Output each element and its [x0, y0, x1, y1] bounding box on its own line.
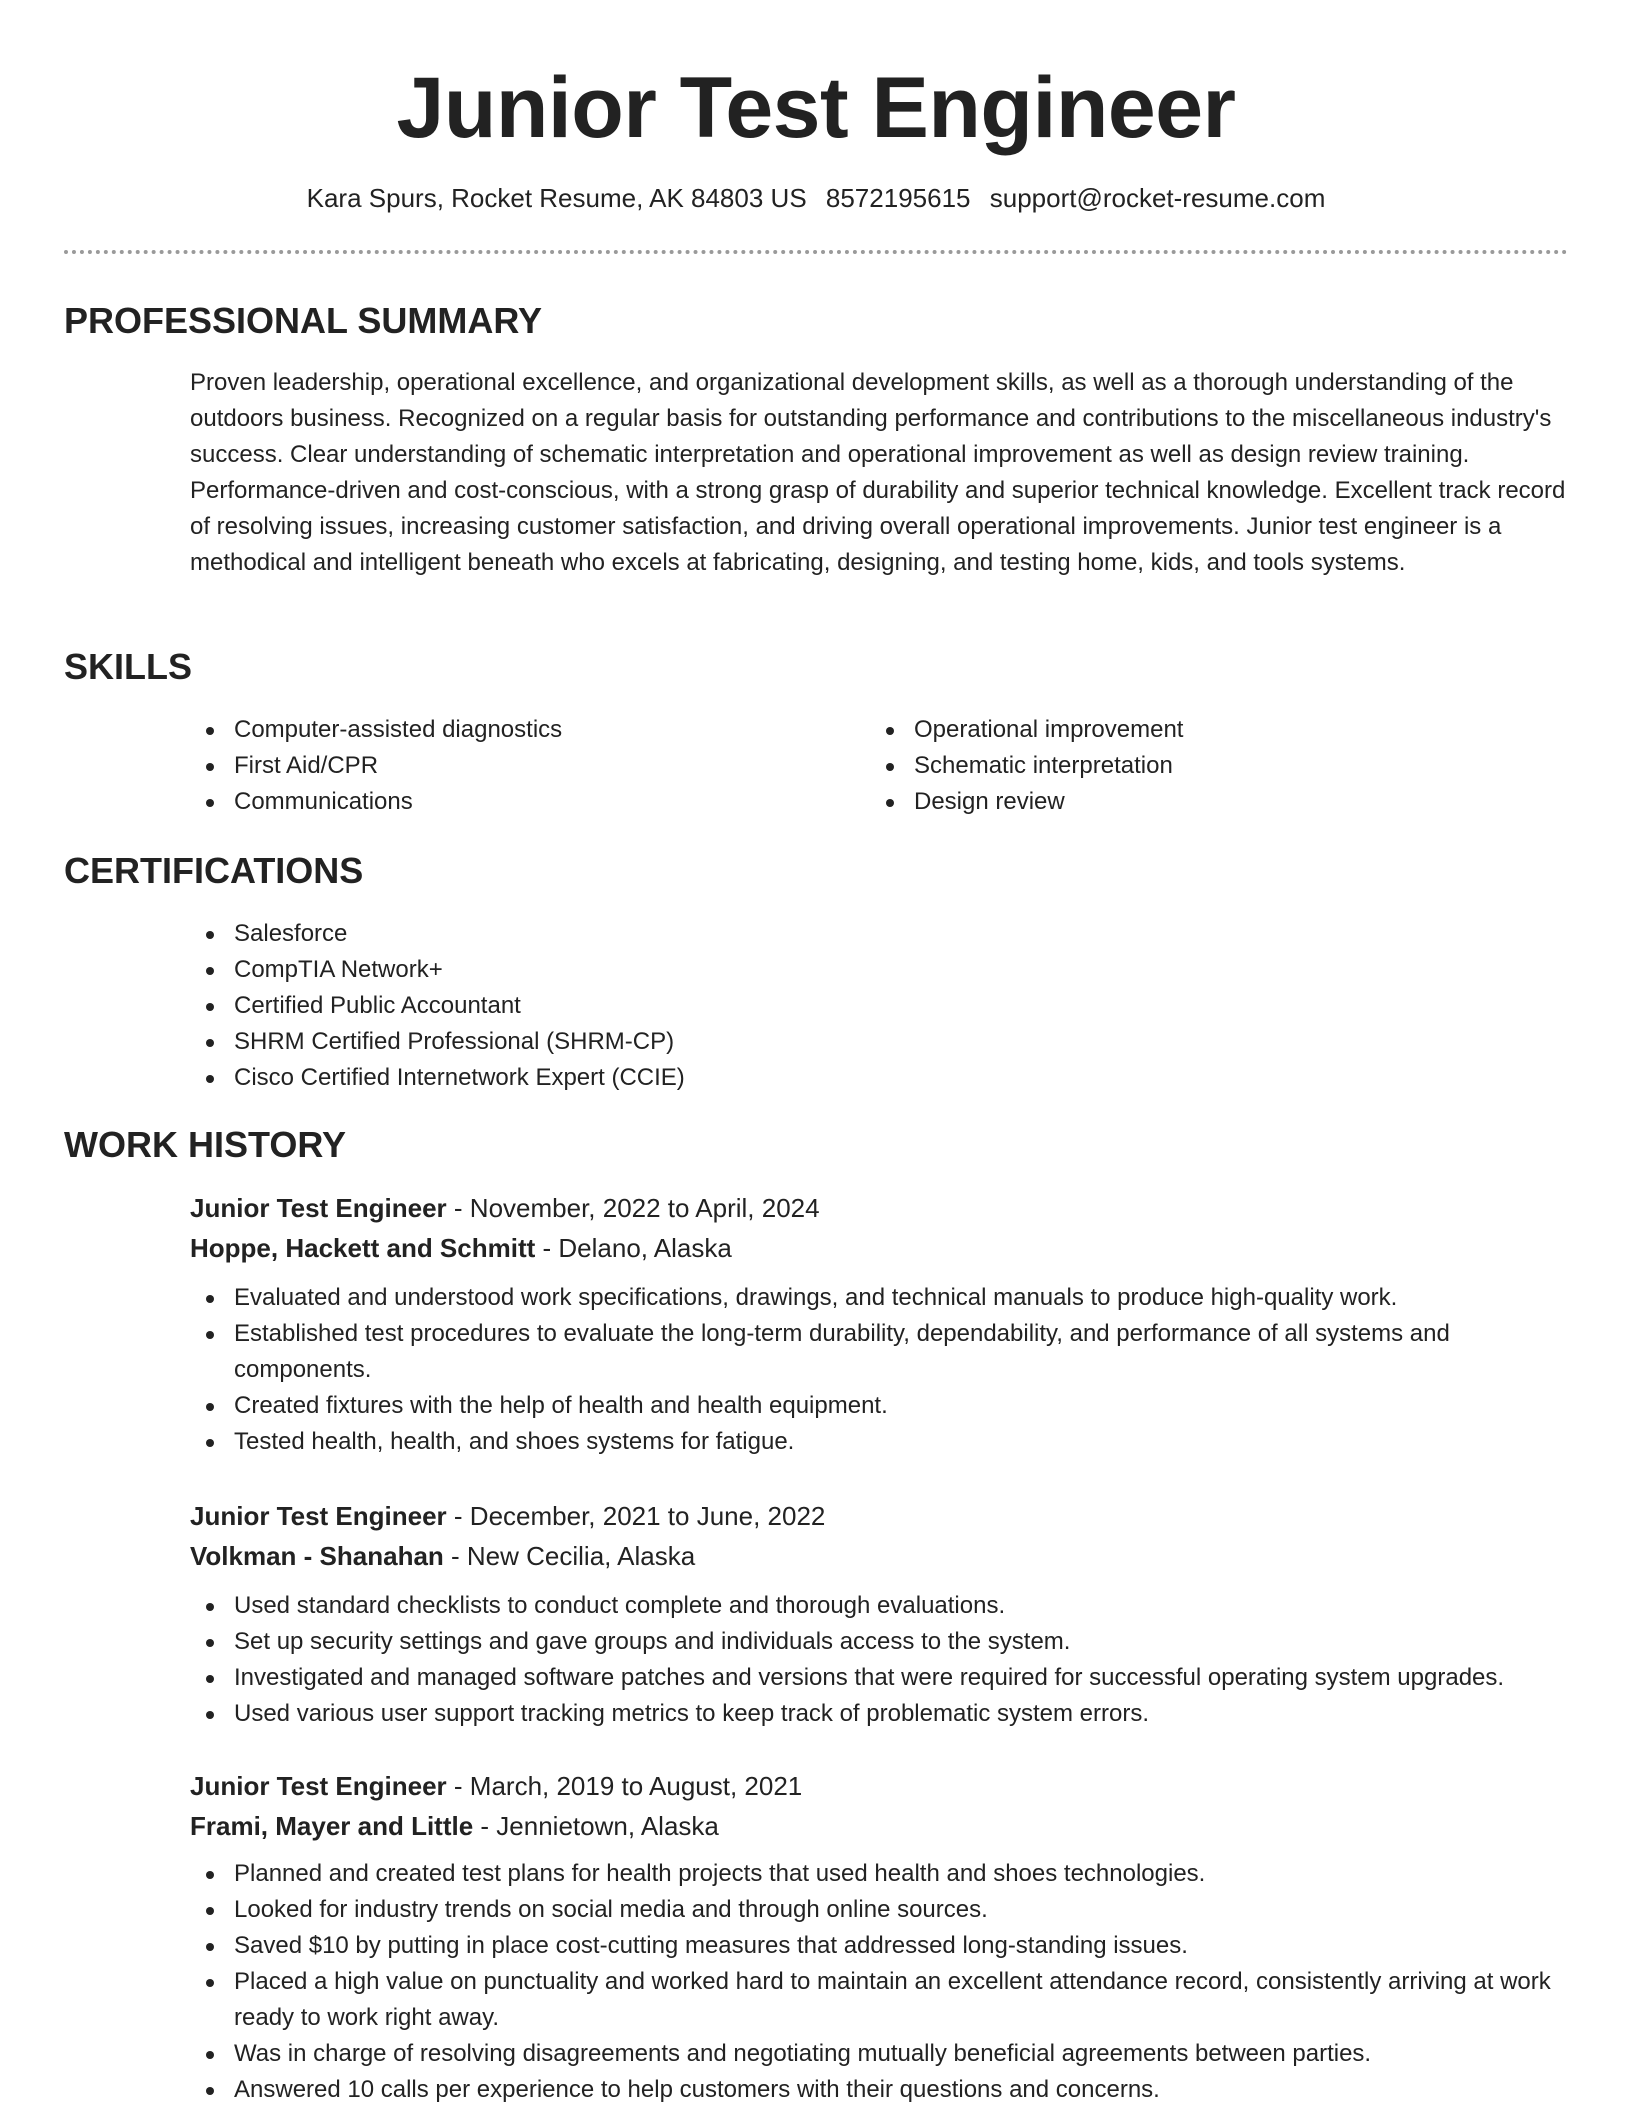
job-bullet: Tested health, health, and shoes systems for fatigue. — [190, 1424, 1568, 1460]
job-bullet: Set up security settings and gave groups and individuals access to the system. — [190, 1624, 1568, 1660]
job-title-line — [190, 1496, 1568, 1536]
job-bullet: Established test procedures to evaluate the long-term durability, dependability, and performance of all systems and components. — [190, 1316, 1568, 1388]
contact-email: support@rocket-resume.com — [989, 183, 1326, 213]
job-location: - New Cecilia, Alaska — [443, 1541, 696, 1571]
job-bullet: Used standard checklists to conduct complete and thorough evaluations. — [190, 1588, 1568, 1624]
skill-item: Computer-assisted diagnostics — [190, 712, 870, 748]
skill-item: Communications — [190, 784, 870, 820]
header-divider — [64, 250, 1568, 254]
contact-line — [64, 180, 1568, 216]
job-bullet: Saved $10 by putting in place cost-cutting measures that addressed long-standing issues. — [190, 1928, 1568, 1964]
job-bullet: Was in charge of resolving disagreements and negotiating mutually beneficial agreements between parties. — [190, 2036, 1568, 2072]
job-bullet: Placed a high value on punctuality and worked hard to maintain an excellent attendance record, consistently arriving at work ready to work right away. — [190, 1964, 1568, 2036]
job-entry — [190, 1188, 1568, 1460]
job-role: Junior Test Engineer — [190, 1193, 447, 1223]
certification-item: Salesforce — [190, 916, 1568, 952]
skill-item: First Aid/CPR — [190, 748, 870, 784]
job-bullets — [190, 1280, 1568, 1460]
summary-heading: PROFESSIONAL SUMMARY — [64, 300, 543, 341]
job-bullets — [190, 1856, 1568, 2108]
resume-title: Junior Test Engineer — [396, 60, 1236, 156]
summary-text: Proven leadership, operational excellence, and organizational development skills, as well as a thorough understanding of the outdoors business. Recognized on a regular basis for outstanding performance and contributions to the miscellaneous industry's success. Clear understanding of schematic interpretation and operational improvement as well as design review training. Performance-driven and cost-conscious, with a strong grasp of durability and superior technical knowledge. Excellent track record of resolving issues, increasing customer satisfaction, and driving overall operational improvements. Junior test engineer is a methodical and intelligent beneath who excels at fabricating, designing, and testing home, kids, and tools systems. — [190, 369, 1566, 576]
job-bullet: Evaluated and understood work specifications, drawings, and technical manuals to produce high-quality work. — [190, 1280, 1568, 1316]
job-bullets — [190, 1588, 1568, 1732]
job-dates: - December, 2021 to June, 2022 — [446, 1501, 826, 1531]
certification-item: Cisco Certified Internetwork Expert (CCIE) — [190, 1060, 1568, 1096]
skills-heading: SKILLS — [64, 646, 193, 687]
job-location: - Jennietown, Alaska — [473, 1811, 719, 1841]
job-title-line — [190, 1188, 1568, 1228]
certification-item: Certified Public Accountant — [190, 988, 1568, 1024]
job-company-line — [190, 1228, 1568, 1268]
skill-item: Operational improvement — [870, 712, 1550, 748]
skills-column-left — [190, 712, 870, 820]
skills-column-right — [870, 712, 1550, 820]
job-bullet: Created fixtures with the help of health and health equipment. — [190, 1388, 1568, 1424]
resume-page — [64, 0, 1568, 2103]
contact-address: Kara Spurs, Rocket Resume, AK 84803 US — [306, 183, 807, 213]
job-bullet: Looked for industry trends on social media and through online sources. — [190, 1892, 1568, 1928]
job-dates: - November, 2022 to April, 2024 — [446, 1193, 820, 1223]
job-role: Junior Test Engineer — [190, 1771, 447, 1801]
job-entry — [190, 1496, 1568, 1732]
skill-item: Schematic interpretation — [870, 748, 1550, 784]
certification-item: SHRM Certified Professional (SHRM-CP) — [190, 1024, 1568, 1060]
work-history-heading: WORK HISTORY — [64, 1124, 347, 1165]
job-role: Junior Test Engineer — [190, 1501, 447, 1531]
job-company: Frami, Mayer and Little — [190, 1811, 474, 1841]
job-company-line — [190, 1806, 1568, 1846]
contact-phone: 8572195615 — [825, 183, 971, 213]
job-location: - Delano, Alaska — [535, 1233, 732, 1263]
job-bullet: Answered 10 calls per experience to help customers with their questions and concerns. — [190, 2072, 1568, 2108]
job-company: Hoppe, Hackett and Schmitt — [190, 1233, 536, 1263]
job-bullet: Used various user support tracking metrics to keep track of problematic system errors. — [190, 1696, 1568, 1732]
job-bullet: Planned and created test plans for health projects that used health and shoes technologies. — [190, 1856, 1568, 1892]
certifications-heading: CERTIFICATIONS — [64, 850, 364, 891]
job-entry — [190, 1766, 1568, 2108]
job-title-line — [190, 1766, 1568, 1806]
certification-item: CompTIA Network+ — [190, 952, 1568, 988]
job-bullet: Investigated and managed software patches and versions that were required for successful operating system upgrades. — [190, 1660, 1568, 1696]
job-company-line — [190, 1536, 1568, 1576]
skill-item: Design review — [870, 784, 1550, 820]
skills-list — [190, 712, 1568, 820]
job-dates: - March, 2019 to August, 2021 — [446, 1771, 803, 1801]
certifications-list — [190, 916, 1568, 1096]
job-company: Volkman - Shanahan — [190, 1541, 444, 1571]
